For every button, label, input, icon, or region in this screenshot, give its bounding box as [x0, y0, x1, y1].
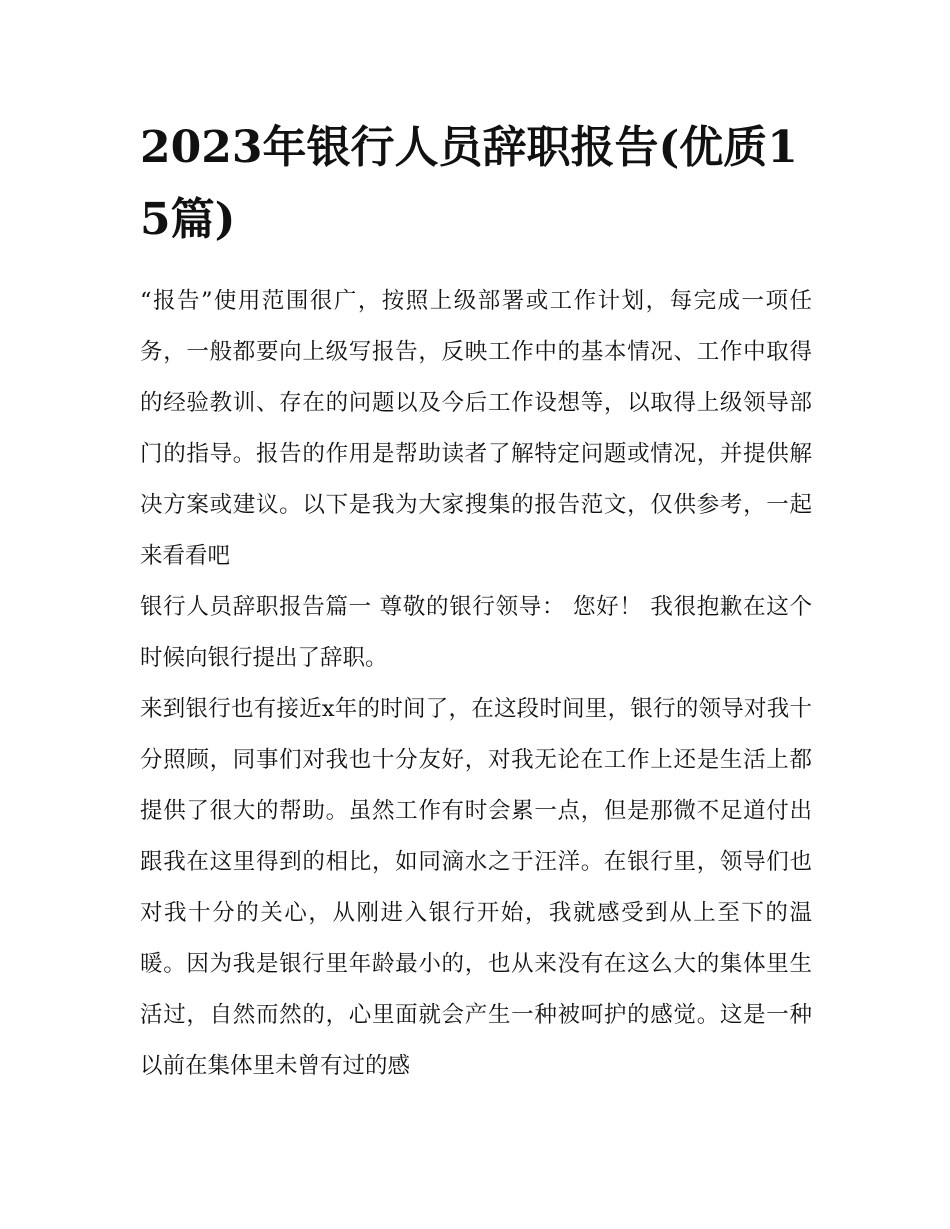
intro-paragraph: “报告”使用范围很广，按照上级部署或工作计划，每完成一项任务，一般都要向上级写报告，反映工作中的基本情况、工作中取得的经验教训、存在的问题以及今后工作设想等，以取得上级领导部门的指导。报告的作用是帮助读者了解特定问题或情况，并提供解决方案或建议。以下是我为大家搜集的报告范文，仅供参考，一起来看看吧	[140, 288, 812, 569]
document-body	[140, 276, 812, 1092]
document-title: 2023年银行人员辞职报告(优质15篇)	[140, 122, 798, 245]
salutation-paragraph: 银行人员辞职报告篇一 尊敬的银行领导： 您好！ 我很抱歉在这个时候向银行提出了辞职。	[140, 594, 812, 671]
body-paragraph: 来到银行也有接近x年的时间了，在这段时间里，银行的领导对我十分照顾，同事们对我也十分友好，对我无论在工作上还是生活上都提供了很大的帮助。虽然工作有时会累一点，但是那微不足道付出跟我在这里得到的相比，如同滴水之于汪洋。在银行里，领导们也对我十分的关心，从刚进入银行开始，我就感受到从上至下的温暖。因为我是银行里年龄最小的，也从来没有在这么大的集体里生活过，自然而然的，心里面就会产生一种被呵护的感觉。这是一种以前在集体里未曾有过的感	[140, 696, 812, 1079]
